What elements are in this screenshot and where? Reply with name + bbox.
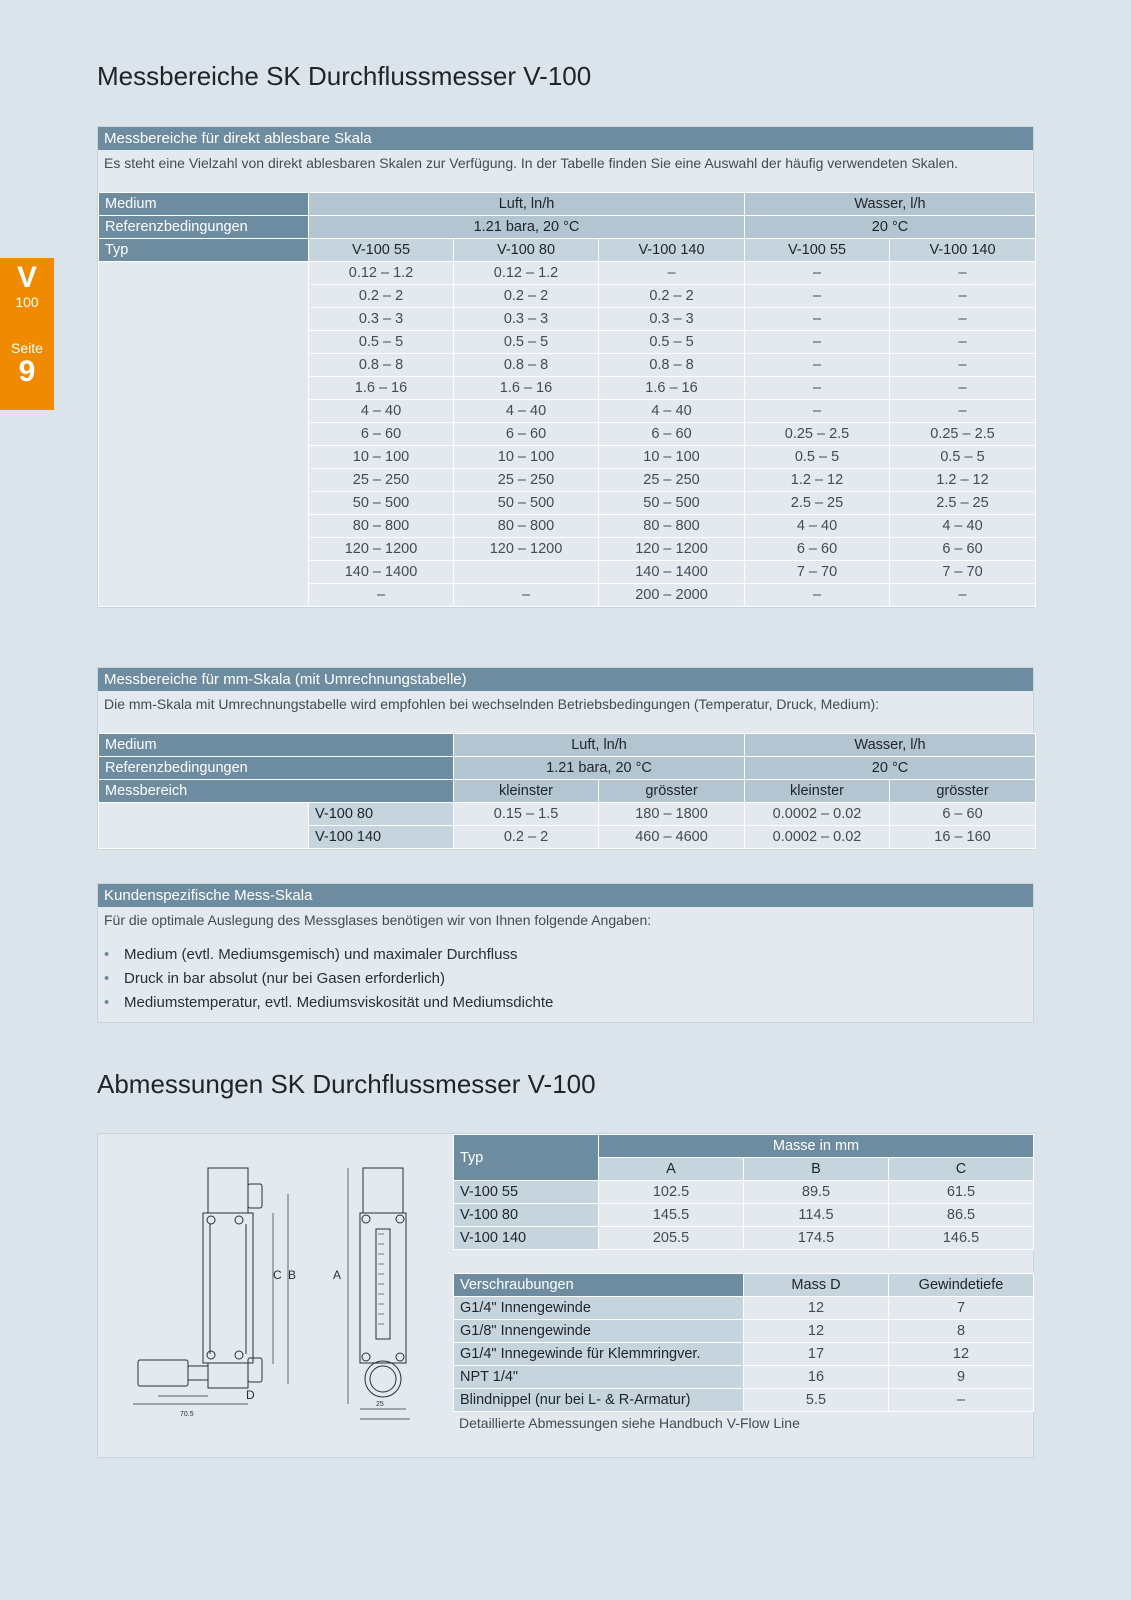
table-row	[454, 1389, 1034, 1412]
range-cell	[454, 561, 599, 584]
thread-cell: 16	[744, 1366, 889, 1389]
medium-label: Medium	[99, 734, 454, 757]
range-cell: 10 – 100	[309, 446, 454, 469]
range-cell: 0.12 – 1.2	[454, 262, 599, 285]
thread-col-header: Mass D	[744, 1274, 889, 1297]
section-custom-scale	[97, 883, 1034, 1023]
range-cell: 6 – 60	[309, 423, 454, 446]
thread-name-cell: NPT 1/4"	[454, 1366, 744, 1389]
range-cell: 6 – 60	[599, 423, 745, 446]
range-cell: –	[745, 285, 890, 308]
range-cell: 120 – 1200	[599, 538, 745, 561]
range-cell: 140 – 1400	[309, 561, 454, 584]
range-cell: 50 – 500	[599, 492, 745, 515]
dim-cell: 86.5	[889, 1204, 1034, 1227]
table-row	[454, 1181, 1034, 1204]
dimensions-note: Detaillierte Abmessungen siehe Handbuch V-Flow Line	[453, 1412, 1033, 1435]
range-cell: 0.0002 – 0.02	[745, 826, 890, 849]
thread-cell: 12	[744, 1297, 889, 1320]
range-cell: –	[745, 331, 890, 354]
section-mm-scale	[97, 667, 1034, 850]
range-cell: 0.5 – 5	[745, 446, 890, 469]
range-cell: –	[454, 584, 599, 607]
thread-cell: 9	[889, 1366, 1034, 1389]
dimensions-table	[453, 1134, 1034, 1250]
thread-col-header: Gewindetiefe	[889, 1274, 1034, 1297]
range-cell: –	[745, 584, 890, 607]
dim-col-header: A	[599, 1158, 744, 1181]
range-cell: –	[745, 354, 890, 377]
flowmeter-drawing	[98, 1134, 453, 1457]
range-cell: 0.0002 – 0.02	[745, 803, 890, 826]
table-row	[454, 1204, 1034, 1227]
section-direct-scale	[97, 126, 1034, 608]
table-row	[454, 1343, 1034, 1366]
thread-cell: 5.5	[744, 1389, 889, 1412]
drawing-label-c: C	[273, 1268, 282, 1282]
range-cell: 0.2 – 2	[454, 285, 599, 308]
dim-cell: 89.5	[744, 1181, 889, 1204]
range-cell: 80 – 800	[599, 515, 745, 538]
thread-cell: 7	[889, 1297, 1034, 1320]
range-cell: –	[745, 262, 890, 285]
ref-air: 1.21 bara, 20 °C	[309, 216, 745, 239]
type-cell: V-100 80	[454, 1204, 599, 1227]
range-cell: –	[890, 400, 1036, 423]
range-cell: 16 – 160	[890, 826, 1036, 849]
range-cell: –	[599, 262, 745, 285]
section-header: Kundenspezifische Mess-Skala	[98, 884, 1033, 907]
range-cell: 0.3 – 3	[309, 308, 454, 331]
thread-cell: 12	[744, 1320, 889, 1343]
range-cell: 1.6 – 16	[599, 377, 745, 400]
drawing-label-d: D	[246, 1388, 255, 1402]
empty-label-cell	[99, 262, 309, 607]
range-cell: –	[890, 331, 1036, 354]
dim-col-header: C	[889, 1158, 1034, 1181]
range-cell: 6 – 60	[890, 538, 1036, 561]
range-cell: 140 – 1400	[599, 561, 745, 584]
section-intro: Für die optimale Auslegung des Messglases benötigen wir von Ihnen folgende Angaben:	[104, 912, 652, 928]
thread-name-cell: G1/4" Innengewinde	[454, 1297, 744, 1320]
range-cell: 120 – 1200	[454, 538, 599, 561]
air-min-header: kleinster	[454, 780, 599, 803]
dimensions-section	[97, 1133, 1034, 1458]
range-cell: 4 – 40	[309, 400, 454, 423]
range-cell: 4 – 40	[454, 400, 599, 423]
range-cell: 460 – 4600	[599, 826, 745, 849]
range-cell: 120 – 1200	[309, 538, 454, 561]
dimension-tables	[453, 1134, 1033, 1435]
range-cell: –	[890, 262, 1036, 285]
direct-scale-table	[98, 192, 1036, 607]
range-cell: 0.8 – 8	[454, 354, 599, 377]
range-cell: 0.8 – 8	[599, 354, 745, 377]
dim-cell: 145.5	[599, 1204, 744, 1227]
masse-label: Masse in mm	[599, 1135, 1034, 1158]
drawing-top-block	[208, 1168, 248, 1213]
range-cell: 6 – 60	[745, 538, 890, 561]
table-row	[454, 1297, 1034, 1320]
thread-name-cell: Blindnippel (nur bei L- & R-Armatur)	[454, 1389, 744, 1412]
water-min-header: kleinster	[745, 780, 890, 803]
water-max-header: grösster	[890, 780, 1036, 803]
thread-name-cell: G1/8" Innengewinde	[454, 1320, 744, 1343]
list-item: • Druck in bar absolut (nur bei Gasen erforderlich)	[124, 967, 1033, 991]
tab-model: 100	[15, 294, 39, 310]
range-cell: 1.6 – 16	[454, 377, 599, 400]
range-cell: 25 – 250	[454, 469, 599, 492]
page-title-dimensions: Abmessungen SK Durchflussmesser V-100	[97, 1069, 596, 1099]
range-cell: –	[890, 584, 1036, 607]
section-intro: Die mm-Skala mit Umrechnungstabelle wird empfohlen bei wechselnden Betriebsbedingungen (Temperatur, Druck, Medium):	[104, 696, 880, 712]
typ-label: Typ	[454, 1135, 599, 1181]
dim-cell: 146.5	[889, 1227, 1034, 1250]
range-cell: 0.12 – 1.2	[309, 262, 454, 285]
type-cell: V-100 140	[454, 1227, 599, 1250]
range-cell: 0.8 – 8	[309, 354, 454, 377]
medium-air: Luft, ln/h	[454, 734, 745, 757]
range-cell: 0.5 – 5	[309, 331, 454, 354]
ref-label: Referenzbedingungen	[99, 216, 309, 239]
range-cell: 1.2 – 12	[890, 469, 1036, 492]
range-cell: 10 – 100	[454, 446, 599, 469]
range-cell: –	[890, 285, 1036, 308]
list-item: • Mediumstemperatur, evtl. Mediumsviskosität und Mediumsdichte	[124, 991, 1033, 1015]
drawing-label-width1: 70.5	[180, 1411, 194, 1418]
range-cell: 6 – 60	[890, 803, 1036, 826]
empty-label-cell	[99, 803, 309, 849]
medium-label: Medium	[99, 193, 309, 216]
type-cell: V-100 55	[454, 1181, 599, 1204]
technical-drawing	[98, 1134, 453, 1457]
medium-water: Wasser, l/h	[745, 193, 1036, 216]
range-cell: 2.5 – 25	[890, 492, 1036, 515]
dim-cell: 205.5	[599, 1227, 744, 1250]
range-cell: 0.15 – 1.5	[454, 803, 599, 826]
range-cell: 7 – 70	[890, 561, 1036, 584]
type-header: V-100 80	[454, 239, 599, 262]
dim-col-header: B	[744, 1158, 889, 1181]
typ-label: Typ	[99, 239, 309, 262]
range-cell: 0.3 – 3	[454, 308, 599, 331]
type-cell: V-100 80	[309, 803, 454, 826]
thread-cell: –	[889, 1389, 1034, 1412]
section-intro: Es steht eine Vielzahl von direkt ablesbaren Skalen zur Verfügung. In der Tabelle finden Sie eine Auswahl der häufig verwendeten Skalen.	[104, 155, 959, 171]
dim-cell: 114.5	[744, 1204, 889, 1227]
range-cell: 6 – 60	[454, 423, 599, 446]
range-cell: 200 – 2000	[599, 584, 745, 607]
range-cell: 7 – 70	[745, 561, 890, 584]
range-cell: 4 – 40	[745, 515, 890, 538]
requirements-list	[98, 943, 1033, 1015]
thread-cell: 17	[744, 1343, 889, 1366]
range-cell: 4 – 40	[599, 400, 745, 423]
range-cell: –	[890, 308, 1036, 331]
page-title-ranges: Messbereiche SK Durchflussmesser V-100	[97, 61, 592, 91]
table-row	[454, 1366, 1034, 1389]
threads-label: Verschraubungen	[454, 1274, 744, 1297]
table-row	[99, 803, 1036, 826]
type-cell: V-100 140	[309, 826, 454, 849]
table-row	[454, 1320, 1034, 1343]
medium-air: Luft, ln/h	[309, 193, 745, 216]
range-cell: 0.25 – 2.5	[890, 423, 1036, 446]
range-cell: –	[890, 354, 1036, 377]
drawing-label-a: A	[333, 1268, 342, 1282]
range-cell: 0.5 – 5	[599, 331, 745, 354]
range-cell: –	[745, 400, 890, 423]
range-label: Messbereich	[99, 780, 454, 803]
medium-water: Wasser, l/h	[745, 734, 1036, 757]
range-cell: 25 – 250	[599, 469, 745, 492]
tab-letter: V	[16, 261, 37, 294]
range-cell: 50 – 500	[454, 492, 599, 515]
ref-water: 20 °C	[745, 216, 1036, 239]
range-cell: 4 – 40	[890, 515, 1036, 538]
range-cell: 0.3 – 3	[599, 308, 745, 331]
range-cell: 180 – 1800	[599, 803, 745, 826]
thread-name-cell: G1/4" Innegewinde für Klemmringver.	[454, 1343, 744, 1366]
range-cell: 25 – 250	[309, 469, 454, 492]
range-cell: 0.5 – 5	[890, 446, 1036, 469]
range-cell: 10 – 100	[599, 446, 745, 469]
type-header: V-100 55	[309, 239, 454, 262]
ref-label: Referenzbedingungen	[99, 757, 454, 780]
tab-seite-label: Seite	[11, 340, 43, 356]
type-header: V-100 140	[890, 239, 1036, 262]
type-header: V-100 140	[599, 239, 745, 262]
ref-water: 20 °C	[745, 757, 1036, 780]
tab-page-number: 9	[18, 355, 36, 388]
range-cell: 2.5 – 25	[745, 492, 890, 515]
range-cell: 80 – 800	[309, 515, 454, 538]
range-cell: 0.25 – 2.5	[745, 423, 890, 446]
range-cell: –	[309, 584, 454, 607]
range-cell: 1.6 – 16	[309, 377, 454, 400]
range-cell: –	[890, 377, 1036, 400]
thread-cell: 8	[889, 1320, 1034, 1343]
range-cell: 0.5 – 5	[454, 331, 599, 354]
range-cell: 1.2 – 12	[745, 469, 890, 492]
dim-cell: 61.5	[889, 1181, 1034, 1204]
thread-cell: 12	[889, 1343, 1034, 1366]
type-header: V-100 55	[745, 239, 890, 262]
range-cell: –	[745, 308, 890, 331]
table-row	[454, 1227, 1034, 1250]
section-header: Messbereiche für direkt ablesbare Skala	[98, 127, 1033, 150]
air-max-header: grösster	[599, 780, 745, 803]
mm-scale-table	[98, 733, 1036, 849]
threads-table	[453, 1273, 1034, 1412]
range-cell: 0.2 – 2	[309, 285, 454, 308]
range-cell: 50 – 500	[309, 492, 454, 515]
table-row	[99, 262, 1036, 285]
range-cell: 80 – 800	[454, 515, 599, 538]
section-header: Messbereiche für mm-Skala (mit Umrechnungstabelle)	[98, 668, 1033, 691]
list-item: • Medium (evtl. Mediumsgemisch) und maximaler Durchfluss	[124, 943, 1033, 967]
drawing-label-b: B	[288, 1268, 297, 1282]
drawing-label-width2: 25	[376, 1401, 384, 1408]
range-cell: –	[745, 377, 890, 400]
chapter-tab	[0, 258, 54, 410]
ref-air: 1.21 bara, 20 °C	[454, 757, 745, 780]
range-cell: 0.2 – 2	[599, 285, 745, 308]
dim-cell: 174.5	[744, 1227, 889, 1250]
dim-cell: 102.5	[599, 1181, 744, 1204]
range-cell: 0.2 – 2	[454, 826, 599, 849]
